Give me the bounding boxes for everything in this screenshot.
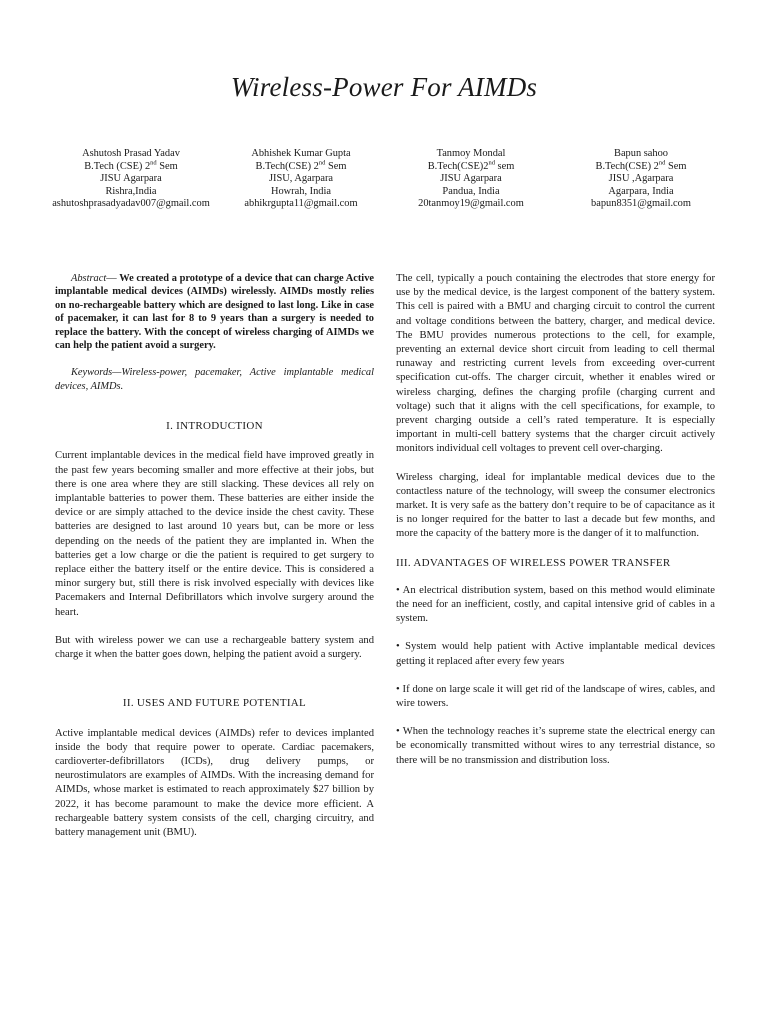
paragraph: Active implantable medical devices (AIMDs) refer to devices implanted inside the body that require power to operate. Cardiac pacemakers, cardioverter-defibrillators (ICDs), drug delivery pumps, or neurostimulators are examples of AIMDs. With the increasing demand for AIMDs, whose market is estimated to reach approximately $27 billion by 2022, it has become paramount to make the device more efficient. A rechargeable battery system consists of the cell, charging circuitry, and battery management unit (BMU). xyxy=(55,727,374,838)
keywords: Keywords—Wireless-power, pacemaker, Active implantable medical devices, AIMDs. xyxy=(55,367,374,392)
paragraph: The cell, typically a pouch containing the electrodes that store energy for use by the medical device, is the largest component of the battery system. This cell is paired with a BMU and charging circuit to control the current and voltage conditions between the battery, charger, and medical device. The BMU provides numerous protections to the cell, for example, preventing an external device short circuit from leading to cell thermal runaway and restricting current levels from exceeding over-current specification cut-offs. The charger circuit, whether it enables wired or wireless charging, defines the charging profile (charging current and voltage) such that it aligns with the cell specifications, for example, to prevent charging outside a cell’s rated temperature. It is especially important in multi-cell battery systems that the charger circuit actively monitors individual cell voltages to prevent cell over-charging. xyxy=(396,273,715,455)
section-heading-uses: II. USES AND FUTURE POTENTIAL xyxy=(122,697,307,710)
author-institution: JISU Agarpara xyxy=(440,173,502,185)
author-email: ashutoshprasadyadav007@gmail.com xyxy=(52,198,210,210)
author-1 xyxy=(46,148,216,211)
abstract: Abstract— We created a prototype of a device that can charge Active implantable medical devices (AIMDs) wirelessly. AIMDs mostly relies on no-rechargeable battery which are designed to last long. Like in case of pacemaker, it can last for 8 to 9 years than a surgery is needed to replace the battery. With the concept of wireless charging of AIMDs we can help the patient avoid a surgery. xyxy=(55,273,375,352)
author-institution: JISU Agarpara xyxy=(100,173,162,185)
author-location: Howrah, India xyxy=(270,185,331,197)
left-column xyxy=(55,272,374,854)
author-location: Agarpara, India xyxy=(608,185,674,197)
list-item: • System would help patient with Active implantable medical devices getting it replaced after every few years xyxy=(396,641,715,667)
author-name: Bapun sahoo xyxy=(614,148,668,159)
author-3 xyxy=(386,148,556,211)
list-item: • An electrical distribution system, based on this method would eliminate the need for an inefficient, costly, and capital intensive grid of cables in a system. xyxy=(396,584,715,625)
author-program: B.Tech(CSE)2nd sem xyxy=(427,159,515,172)
paper-title: Wireless-Power For AIMDs xyxy=(230,72,538,102)
section-heading-advantages: III. ADVANTAGES OF WIRELESS POWER TRANSFER xyxy=(396,556,671,569)
author-name: Abhishek Kumar Gupta xyxy=(251,148,351,159)
paragraph: Current implantable devices in the medical field have improved greatly in the past few years becoming smaller and more effective at their jobs, but there is one area where they are still slacking. These devices all rely on implantable batteries to power them. These batteries are either inside the device or are simply attached to the device inside the chest cavity. These batteries are designed to last around 10 years but, can be more or less depending on the needs of the patient they are implanted in. When the batteries get a low charge or die the patient is required to get surgery to replace either the battery itself or the entire device. This is considered a minor surgery but, still there is risk involved especially with devices like Pacemakers and Internal Defibrillators which involve surgery around the heart. xyxy=(55,450,374,618)
paragraph: But with wireless power we can use a rechargeable battery system and charge it when the batter goes down, helping the patient avoid a surgery. xyxy=(55,634,374,661)
section-heading-introduction: I. INTRODUCTION xyxy=(166,420,263,433)
author-institution: JISU, Agarpara xyxy=(268,173,334,185)
author-location: Pandua, India xyxy=(442,185,500,197)
author-4 xyxy=(556,148,726,211)
list-item: • If done on large scale it will get rid of the landscape of wires, cables, and wire towers. xyxy=(396,683,715,710)
author-institution: JISU ,Agarpara xyxy=(608,173,674,185)
author-email: bapun8351@gmail.com xyxy=(591,198,691,210)
author-email: 20tanmoy19@gmail.com xyxy=(418,198,524,210)
author-name: Tanmoy Mondal xyxy=(436,148,506,159)
author-name: Ashutosh Prasad Yadav xyxy=(82,148,180,159)
author-program: B.Tech (CSE) 2nd Sem xyxy=(84,159,178,172)
paragraph: Wireless charging, ideal for implantable medical devices due to the contactless nature of the technology, will sweep the consumer electronics market. It is very safe as the battery don’t require to be of capacitance as it is no longer required for the batter to last a decade but few months, and more the capacity of the battery more is the danger of it to malfunction. xyxy=(396,471,715,540)
author-location: Rishra,India xyxy=(105,185,157,197)
author-program: B.Tech(CSE) 2nd Sem xyxy=(595,159,687,172)
author-program: B.Tech(CSE) 2nd Sem xyxy=(255,159,347,172)
author-block xyxy=(46,148,726,211)
author-2 xyxy=(216,148,386,211)
author-email: abhikrgupta11@gmail.com xyxy=(244,198,358,210)
right-column xyxy=(396,272,715,782)
list-item: • When the technology reaches it’s supreme state the electrical energy can be economically transmitted without wires to any terrestrial distance, so there will be no transmission and distribution loss. xyxy=(396,726,715,766)
